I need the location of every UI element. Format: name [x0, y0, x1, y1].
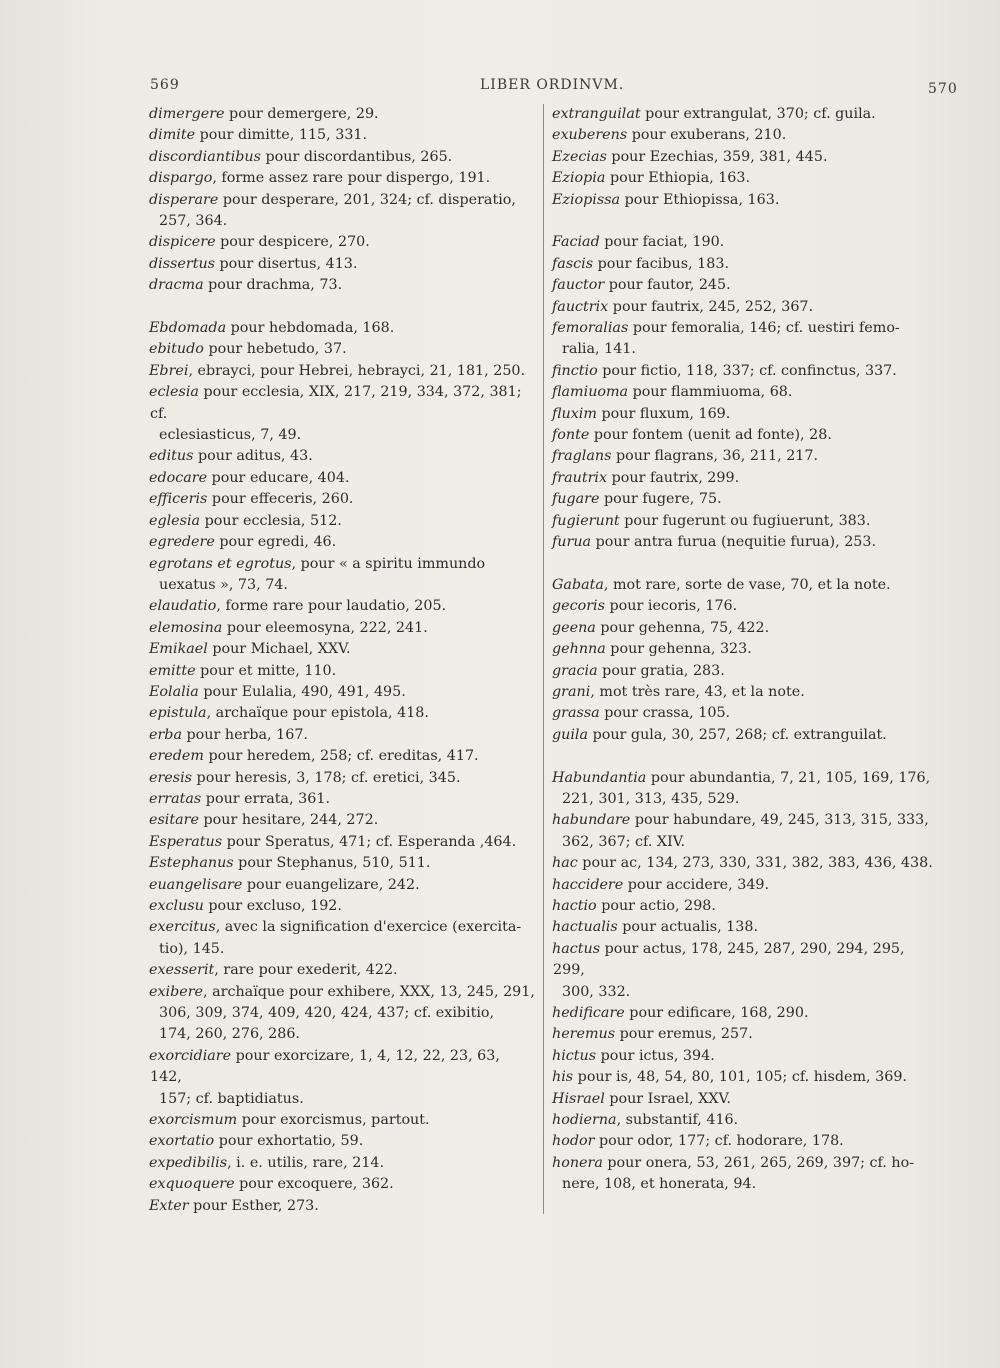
index-entry-continuation: ralia, 141.: [562, 341, 636, 358]
index-entry: fraglans pour flagrans, 36, 211, 217.: [552, 448, 819, 465]
index-entry: Emikael pour Michael, XXV.: [149, 641, 351, 658]
headword: flamiuoma: [552, 384, 629, 401]
index-entry: hac pour ac, 134, 273, 330, 331, 382, 383, 436, 438.: [552, 855, 933, 872]
headword: extranguilat: [552, 106, 641, 122]
index-entry: furua pour antra furua (nequitie furua), 253.: [552, 534, 877, 551]
headword: hodierna: [552, 1112, 617, 1129]
headword: hactio: [552, 897, 597, 914]
index-entry: Exter pour Esther, 273.: [149, 1197, 319, 1214]
headword: fugare: [552, 491, 600, 508]
headword: hactus: [552, 940, 601, 957]
headword: exercitus: [149, 919, 216, 936]
headword: Eziopia: [552, 170, 606, 187]
index-entry: esitare pour hesitare, 244, 272.: [149, 812, 379, 829]
headword: esitare: [149, 812, 199, 829]
headword: fauctor: [552, 277, 605, 294]
index-entry: efficeris pour effeceris, 260.: [149, 491, 354, 508]
index-entry: egredere pour egredi, 46.: [149, 534, 337, 551]
index-entry: fluxim pour fluxum, 169.: [552, 405, 731, 422]
index-entry-continuation: 300, 332.: [562, 983, 631, 1000]
headword: exesserit: [149, 962, 215, 979]
headword: Ezecias: [552, 148, 607, 165]
headword: eredem: [149, 748, 204, 765]
index-entry: Hisrael pour Israel, XXV.: [552, 1090, 731, 1107]
index-entry: guila pour gula, 30, 257, 268; cf. extranguilat.: [552, 726, 887, 743]
index-entry: exibere, archaïque pour exhibere, XXX, 13, 245, 291,: [149, 983, 535, 1000]
index-entry: Faciad pour faciat, 190.: [552, 234, 725, 251]
headword: Habundantia: [552, 769, 647, 786]
headword: disperare: [149, 191, 219, 208]
headword: hedificare: [552, 1005, 625, 1022]
index-entry: hactus pour actus, 178, 245, 287, 290, 294, 295, 299,: [552, 940, 905, 979]
index-column-right: [553, 104, 938, 1196]
index-entry: hodierna, substantif, 416.: [552, 1112, 739, 1129]
index-entry: exorcidiare pour exorcizare, 1, 4, 12, 22, 23, 63, 142,: [149, 1047, 500, 1086]
index-entry: Gabata, mot rare, sorte de vase, 70, et la note.: [552, 576, 891, 593]
headword: dracma: [149, 277, 204, 294]
index-entry: exorcismum pour exorcismus, partout.: [149, 1112, 430, 1129]
index-entry: his pour is, 48, 54, 80, 101, 105; cf. hisdem, 369.: [552, 1069, 907, 1086]
index-entry: hedificare pour edificare, 168, 290.: [552, 1005, 809, 1022]
index-entry: fauctor pour fautor, 245.: [552, 277, 731, 294]
headword: frautrix: [552, 469, 608, 486]
index-entry: exuberens pour exuberans, 210.: [552, 127, 787, 144]
index-entry-continuation: eclesiasticus, 7, 49.: [159, 427, 302, 444]
headword: Ebrei: [149, 362, 189, 379]
headword: hac: [552, 855, 578, 872]
headword: eglesia: [149, 512, 201, 529]
headword: discordiantibus: [149, 148, 261, 165]
headword: Eziopissa: [552, 191, 621, 208]
headword: his: [552, 1069, 574, 1086]
headword: dispicere: [149, 234, 216, 251]
index-entry: dracma pour drachma, 73.: [149, 277, 343, 294]
headword: egrotans et egrotus: [149, 555, 292, 572]
index-entry: edocare pour educare, 404.: [149, 469, 350, 486]
index-entry: Ebdomada pour hebdomada, 168.: [149, 320, 395, 337]
headword: Emikael: [149, 641, 208, 658]
headword: dimergere: [149, 106, 225, 122]
index-entry: emitte pour et mitte, 110.: [149, 662, 337, 679]
headword: exclusu: [149, 898, 204, 915]
headword: fraglans: [552, 448, 612, 465]
index-entry: elemosina pour eleemosyna, 222, 241.: [149, 619, 428, 636]
index-entry: heremus pour eremus, 257.: [552, 1026, 753, 1043]
index-entry: dispicere pour despicere, 270.: [149, 234, 370, 251]
headword: Exter: [149, 1197, 189, 1214]
index-entry: eclesia pour ecclesia, XIX, 217, 219, 334, 372, 381; cf.: [149, 384, 522, 422]
section-gap: [553, 554, 938, 575]
index-entry: epistula, archaïque pour epistola, 418.: [149, 705, 429, 722]
headword: eclesia: [149, 384, 199, 401]
headword: fugierunt: [552, 512, 620, 529]
index-entry: dissertus pour disertus, 413.: [149, 255, 358, 272]
headword: exorcismum: [149, 1112, 238, 1129]
headword: guila: [552, 726, 589, 743]
headword: finctio: [552, 362, 598, 379]
index-entry-continuation: uexatus », 73, 74.: [159, 576, 288, 593]
headword: efficeris: [149, 491, 208, 508]
index-entry: exclusu pour excluso, 192.: [149, 898, 342, 915]
index-entry: finctio pour fictio, 118, 337; cf. confinctus, 337.: [552, 362, 897, 379]
index-entry: frautrix pour fautrix, 299.: [552, 469, 740, 486]
index-entry: discordiantibus pour discordantibus, 265.: [149, 148, 453, 165]
headword: gecoris: [552, 598, 605, 615]
index-entry: eredem pour heredem, 258; cf. ereditas, 417.: [149, 748, 479, 765]
section-gap: [553, 211, 938, 232]
index-entry-continuation: nere, 108, et honerata, 94.: [562, 1176, 757, 1193]
headword: Hisrael: [552, 1090, 605, 1107]
index-entry: erratas pour errata, 361.: [149, 790, 331, 807]
headword: exorcidiare: [149, 1047, 232, 1064]
headword: egredere: [149, 534, 215, 551]
headword: hactualis: [552, 919, 618, 936]
headword: expedibilis: [149, 1154, 228, 1171]
index-entry: Eolalia pour Eulalia, 490, 491, 495.: [149, 683, 406, 700]
headword: fonte: [552, 427, 590, 444]
headword: euangelisare: [149, 876, 243, 893]
running-title: LIBER ORDINVM.: [480, 77, 625, 93]
index-column-left: [150, 104, 535, 1217]
index-entry: grassa pour crassa, 105.: [552, 705, 731, 722]
index-entry: egrotans et egrotus, pour « a spiritu immundo: [149, 555, 486, 572]
headword: elemosina: [149, 619, 223, 636]
index-entry: exortatio pour exhortatio, 59.: [149, 1133, 364, 1150]
headword: geena: [552, 619, 596, 636]
index-entry: grani, mot très rare, 43, et la note.: [552, 683, 805, 700]
index-entry: hodor pour odor, 177; cf. hodorare, 178.: [552, 1133, 844, 1150]
index-entry: exesserit, rare pour exederit, 422.: [149, 962, 398, 979]
headword: eresis: [149, 769, 193, 786]
index-entry: gecoris pour iecoris, 176.: [552, 598, 738, 615]
headword: dissertus: [149, 255, 215, 272]
index-entry-continuation: 306, 309, 374, 409, 420, 424, 437; cf. exibitio,: [159, 1005, 495, 1022]
headword: furua: [552, 534, 592, 551]
index-entry: fugierunt pour fugerunt ou fugiuerunt, 383.: [552, 512, 871, 529]
index-entry: hactio pour actio, 298.: [552, 897, 716, 914]
headword: gracia: [552, 662, 598, 679]
index-entry: dimergere pour demergere, 29.: [149, 106, 379, 122]
headword: Esperatus: [149, 833, 223, 850]
headword: editus: [149, 448, 194, 465]
headword: fauctrix: [552, 298, 609, 315]
headword: honera: [552, 1154, 603, 1171]
headword: habundare: [552, 812, 631, 829]
index-entry-continuation: 257, 364.: [159, 213, 228, 230]
headword: hodor: [552, 1133, 595, 1150]
index-entry: fonte pour fontem (uenit ad fonte), 28.: [552, 427, 832, 444]
index-entry: Esperatus pour Speratus, 471; cf. Esperanda ,464.: [149, 833, 517, 850]
headword: edocare: [149, 469, 208, 486]
column-divider: [543, 104, 544, 1214]
index-entry: Eziopissa pour Ethiopissa, 163.: [552, 191, 780, 208]
headword: fascis: [552, 255, 594, 272]
index-entry: euangelisare pour euangelizare, 242.: [149, 876, 420, 893]
index-entry: geena pour gehenna, 75, 422.: [552, 619, 770, 636]
index-entry: elaudatio, forme rare pour laudatio, 205.: [149, 598, 447, 615]
index-entry: Habundantia pour abundantia, 7, 21, 105, 169, 176,: [552, 769, 931, 786]
headword: Gabata: [552, 576, 604, 593]
index-entry: exercitus, avec la signification d'exercice (exercita-: [149, 919, 522, 936]
headword: exuberens: [552, 127, 628, 144]
headword: exortatio: [149, 1133, 215, 1150]
index-entry: Ebrei, ebrayci, pour Hebrei, hebrayci, 21, 181, 250.: [149, 362, 526, 379]
headword: exquoquere: [149, 1176, 235, 1193]
index-entry-continuation: 157; cf. baptidiatus.: [159, 1090, 304, 1107]
headword: fluxim: [552, 405, 597, 422]
index-entry: hictus pour ictus, 394.: [552, 1047, 715, 1064]
headword: dispargo: [149, 170, 213, 187]
headword: grani: [552, 683, 591, 700]
index-entry: femoralias pour femoralia, 146; cf. uestiri femo-: [552, 320, 900, 337]
index-entry: honera pour onera, 53, 261, 265, 269, 397; cf. ho-: [552, 1154, 915, 1171]
index-entry: disperare pour desperare, 201, 324; cf. disperatio,: [149, 191, 516, 208]
index-entry: Estephanus pour Stephanus, 510, 511.: [149, 855, 431, 872]
index-entry: fascis pour facibus, 183.: [552, 255, 729, 272]
headword: epistula: [149, 705, 207, 722]
index-entry: fugare pour fugere, 75.: [552, 491, 722, 508]
headword: ebitudo: [149, 341, 204, 358]
headword: hictus: [552, 1047, 597, 1064]
index-entry: Ezecias pour Ezechias, 359, 381, 445.: [552, 148, 828, 165]
headword: dimite: [149, 127, 196, 144]
section-gap: [553, 746, 938, 767]
index-entry: gehnna pour gehenna, 323.: [552, 641, 752, 658]
index-entry: extranguilat pour extrangulat, 370; cf. guila.: [552, 106, 876, 122]
section-gap: [150, 297, 535, 318]
index-entry: exquoquere pour excoquere, 362.: [149, 1176, 394, 1193]
headword: femoralias: [552, 320, 629, 337]
headword: elaudatio: [149, 598, 217, 615]
headword: Estephanus: [149, 855, 234, 872]
index-entry: flamiuoma pour flammiuoma, 68.: [552, 384, 793, 401]
index-entry: dimite pour dimitte, 115, 331.: [149, 127, 368, 144]
headword: emitte: [149, 662, 196, 679]
index-entry: erba pour herba, 167.: [149, 726, 308, 743]
index-entry: dispargo, forme assez rare pour dispergo, 191.: [149, 170, 491, 187]
index-entry: editus pour aditus, 43.: [149, 448, 313, 465]
headword: erba: [149, 726, 182, 743]
index-entry: Eziopia pour Ethiopia, 163.: [552, 170, 751, 187]
index-entry: fauctrix pour fautrix, 245, 252, 367.: [552, 298, 814, 315]
headword: erratas: [149, 790, 202, 807]
index-entry-continuation: 174, 260, 276, 286.: [159, 1026, 300, 1043]
index-entry: expedibilis, i. e. utilis, rare, 214.: [149, 1154, 385, 1171]
headword: Eolalia: [149, 683, 199, 700]
headword: exibere: [149, 983, 204, 1000]
headword: heremus: [552, 1026, 616, 1043]
index-entry-continuation: 221, 301, 313, 435, 529.: [562, 790, 740, 807]
index-entry: ebitudo pour hebetudo, 37.: [149, 341, 347, 358]
headword: haccidere: [552, 876, 624, 893]
index-entry: eglesia pour ecclesia, 512.: [149, 512, 342, 529]
headword: grassa: [552, 705, 600, 722]
index-entry: gracia pour gratia, 283.: [552, 662, 725, 679]
index-entry: haccidere pour accidere, 349.: [552, 876, 770, 893]
index-entry: habundare pour habundare, 49, 245, 313, 315, 333,: [552, 812, 929, 829]
index-entry: hactualis pour actualis, 138.: [552, 919, 759, 936]
index-entry-continuation: tio), 145.: [159, 940, 225, 957]
headword: gehnna: [552, 641, 606, 658]
page-number-right: 570: [928, 81, 958, 97]
index-entry: eresis pour heresis, 3, 178; cf. eretici, 345.: [149, 769, 461, 786]
headword: Faciad: [552, 234, 600, 251]
index-entry-continuation: 362, 367; cf. XIV.: [562, 833, 686, 850]
page-number-left: 569: [150, 77, 180, 93]
headword: Ebdomada: [149, 320, 227, 337]
